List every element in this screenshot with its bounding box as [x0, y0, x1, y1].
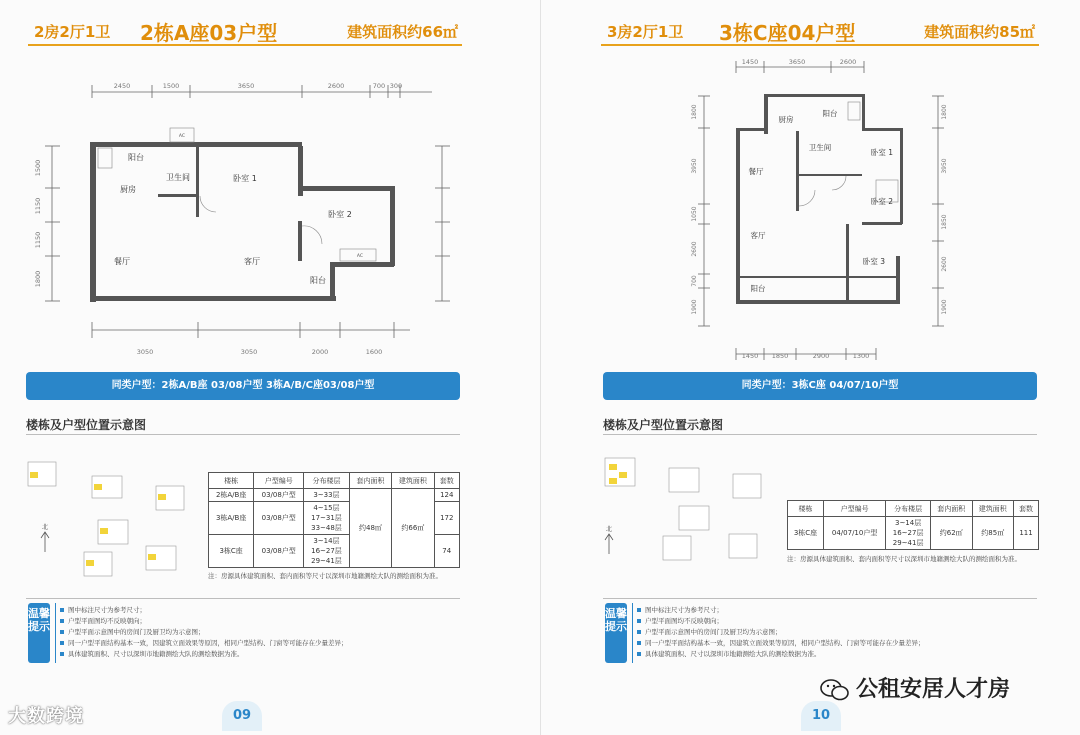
cell-floors: 3~33层: [304, 489, 350, 502]
dim-top-2: 3650: [788, 58, 806, 66]
unit-info-table: [208, 472, 460, 568]
dim-bottom-2: 3050: [240, 348, 258, 356]
list-item: 具体建筑面积、尺寸以深圳市地籍测绘大队的测绘数据为准。: [60, 649, 348, 660]
cell-floors: 3~14层 16~27层 29~41层: [886, 517, 931, 550]
room-count: 3房2厅1卫: [607, 23, 684, 41]
page-10: [540, 0, 1080, 735]
tips-box: [28, 603, 458, 663]
dim-right-3: 1850: [941, 214, 948, 230]
dim-left-2: 3950: [691, 158, 698, 174]
floor-plan: [691, 56, 948, 366]
north-label: 北: [42, 524, 49, 531]
room-bathroom: 卫生间: [166, 173, 190, 182]
list-item: 图中标注尺寸为参考尺寸；: [637, 605, 925, 616]
cell-unit: 03/08户型: [254, 535, 304, 568]
similar-units-banner: 同类户型：2栋A/B座 03/08户型 3栋A/B/C座03/08户型: [26, 372, 460, 400]
room-bedroom-1: 卧室 1: [870, 148, 894, 157]
area-note: 注：房源具体建筑面积、套内面积等尺寸以深圳市地籍测绘大队的测绘面积为准。: [787, 555, 1021, 563]
dim-top-2: 1500: [162, 82, 180, 90]
watermark-left: 大数跨境: [8, 706, 84, 727]
list-item: 图中标注尺寸为参考尺寸；: [60, 605, 348, 616]
dim-right-2: 3950: [941, 158, 948, 174]
room-bedroom-2: 卧室 2: [328, 210, 352, 219]
section-title: 楼栋及户型位置示意图: [26, 418, 147, 432]
tips-list: [60, 605, 348, 660]
page-header: [601, 16, 1039, 46]
tips-list: [637, 605, 925, 660]
divider: [26, 598, 460, 599]
cell-building: 3栋A/B座: [209, 502, 254, 535]
page-number: 09: [222, 701, 262, 731]
room-bedroom-1: 卧室 1: [233, 174, 257, 183]
dim-left-4: 1800: [34, 270, 42, 288]
cell-floors: 3~14层 16~27层 29~41层: [304, 535, 350, 568]
room-bathroom: 卫生间: [808, 143, 832, 152]
dim-left-1: 1800: [691, 104, 698, 120]
th-inner-area: 套内面积: [930, 501, 972, 517]
th-inner-area: 套内面积: [349, 473, 391, 489]
dim-bottom-1: 1450: [741, 352, 759, 360]
dim-bottom-3: 2000: [311, 348, 329, 356]
dim-right-5: 1900: [941, 299, 948, 315]
building-location-map: [597, 450, 782, 594]
page-header: [28, 16, 462, 46]
room-dining: 餐厅: [114, 257, 130, 266]
th-unit: 户型编号: [824, 501, 886, 517]
table-row: [209, 489, 460, 502]
room-bedroom-3: 卧室 3: [862, 257, 886, 266]
cell-unit: 04/07/10户型: [824, 517, 886, 550]
ac-label-1: AC: [178, 134, 186, 139]
cell-building: 3栋C座: [209, 535, 254, 568]
dim-top-3: 2600: [839, 58, 857, 66]
watermark-text: 公租安居人才房: [856, 677, 1011, 702]
cell-floors: 4~15层 17~31层 33~48层: [304, 502, 350, 535]
dim-left-4: 2600: [691, 241, 698, 257]
wechat-icon: [820, 678, 850, 702]
dim-top-3: 3650: [237, 82, 255, 90]
unit-info-table: [787, 500, 1039, 550]
divider: [26, 434, 460, 435]
dim-right-4: 2600: [941, 256, 948, 272]
dim-left-3: 1050: [691, 206, 698, 222]
dim-bottom-4: 1300: [852, 352, 870, 360]
th-build-area: 建筑面积: [392, 473, 434, 489]
list-item: 户型平面示意图中的房间门及厨卫均为示意图；: [60, 627, 348, 638]
dim-top-4: 2600: [327, 82, 345, 90]
dim-right-1: 1800: [941, 104, 948, 120]
dim-left-5: 700: [691, 275, 698, 287]
cell-count: 124: [434, 489, 459, 502]
list-item: 户型平面图均不反映朝向；: [637, 616, 925, 627]
area-note: 注：房源具体建筑面积、套内面积等尺寸以深圳市地籍测绘大队的测绘面积为准。: [208, 572, 442, 580]
divider: [603, 598, 1037, 599]
page-number: 10: [801, 701, 841, 731]
room-kitchen: 厨房: [120, 185, 136, 194]
th-building: 楼栋: [209, 473, 254, 489]
building-area: 建筑面积约66㎡: [347, 23, 458, 41]
dim-left-2: 1150: [34, 197, 42, 215]
list-item: 户型平面示意图中的房间门及厨卫均为示意图；: [637, 627, 925, 638]
list-item: 同一户型平面结构基本一致，因建筑立面效果等原因，相同户型结构、门窗等可能存在少量差异；: [637, 638, 925, 649]
cell-count: 172: [434, 502, 459, 535]
room-balcony-1: 阳台: [128, 153, 144, 162]
dim-bottom-3: 2900: [812, 352, 830, 360]
tips-bar: [55, 603, 56, 663]
room-balcony-2: 阳台: [310, 276, 326, 285]
th-building: 楼栋: [788, 501, 824, 517]
room-count: 2房2厅1卫: [34, 23, 111, 41]
dim-top-6: 300: [389, 82, 403, 90]
similar-units-banner: 同类户型：3栋C座 04/07/10户型: [603, 372, 1037, 400]
dim-left-1: 1500: [34, 159, 42, 177]
cell-count: 74: [434, 535, 459, 568]
th-build-area: 建筑面积: [972, 501, 1014, 517]
th-count: 套数: [434, 473, 459, 489]
cell-count: 111: [1014, 517, 1039, 550]
th-count: 套数: [1014, 501, 1039, 517]
cell-inner-area: 约62㎡: [930, 517, 972, 550]
building-area: 建筑面积约85㎡: [924, 23, 1035, 41]
table-row: [788, 517, 1039, 550]
cell-build-area: 约66㎡: [392, 489, 434, 568]
room-living: 客厅: [244, 257, 260, 266]
cell-inner-area: 约48㎡: [349, 489, 391, 568]
list-item: 具体建筑面积、尺寸以深圳市地籍测绘大队的测绘数据为准。: [637, 649, 925, 660]
dim-top-1: 2450: [113, 82, 131, 90]
north-label: 北: [606, 526, 613, 533]
room-bedroom-2: 卧室 2: [870, 197, 894, 206]
room-dining: 餐厅: [748, 167, 764, 176]
building-location-map: [20, 450, 195, 594]
divider: [603, 434, 1037, 435]
th-floors: 分布楼层: [304, 473, 350, 489]
cell-building: 3栋C座: [788, 517, 824, 550]
watermark-right: [820, 672, 1010, 703]
ac-label-2: AC: [356, 254, 364, 259]
dim-left-3: 1150: [34, 231, 42, 249]
section-title: 楼栋及户型位置示意图: [603, 418, 724, 432]
cell-unit: 03/08户型: [254, 489, 304, 502]
dim-left-6: 1900: [691, 299, 698, 315]
tips-bar: [632, 603, 633, 663]
floor-plan: [34, 76, 480, 361]
room-balcony-top: 阳台: [822, 109, 838, 118]
unit-type-title: 3栋C座04户型: [719, 21, 856, 45]
tips-box: [605, 603, 1035, 663]
tips-badge: 温馨提示: [605, 603, 627, 663]
cell-unit: 03/08户型: [254, 502, 304, 535]
th-floors: 分布楼层: [886, 501, 931, 517]
room-balcony: 阳台: [750, 284, 766, 293]
dim-top-5: 700: [372, 82, 386, 90]
dim-bottom-1: 3050: [136, 348, 154, 356]
th-unit: 户型编号: [254, 473, 304, 489]
room-kitchen: 厨房: [778, 115, 794, 124]
dim-bottom-2: 1850: [771, 352, 789, 360]
dim-top-1: 1450: [741, 58, 759, 66]
list-item: 同一户型平面结构基本一致，因建筑立面效果等原因，相同户型结构、门窗等可能存在少量差异；: [60, 638, 348, 649]
dim-bottom-4: 1600: [365, 348, 383, 356]
list-item: 户型平面图均不反映朝向；: [60, 616, 348, 627]
room-living: 客厅: [750, 231, 766, 240]
cell-build-area: 约85㎡: [972, 517, 1014, 550]
tips-badge: 温馨提示: [28, 603, 50, 663]
unit-type-title: 2栋A座03户型: [140, 21, 278, 45]
cell-building: 2栋A/B座: [209, 489, 254, 502]
